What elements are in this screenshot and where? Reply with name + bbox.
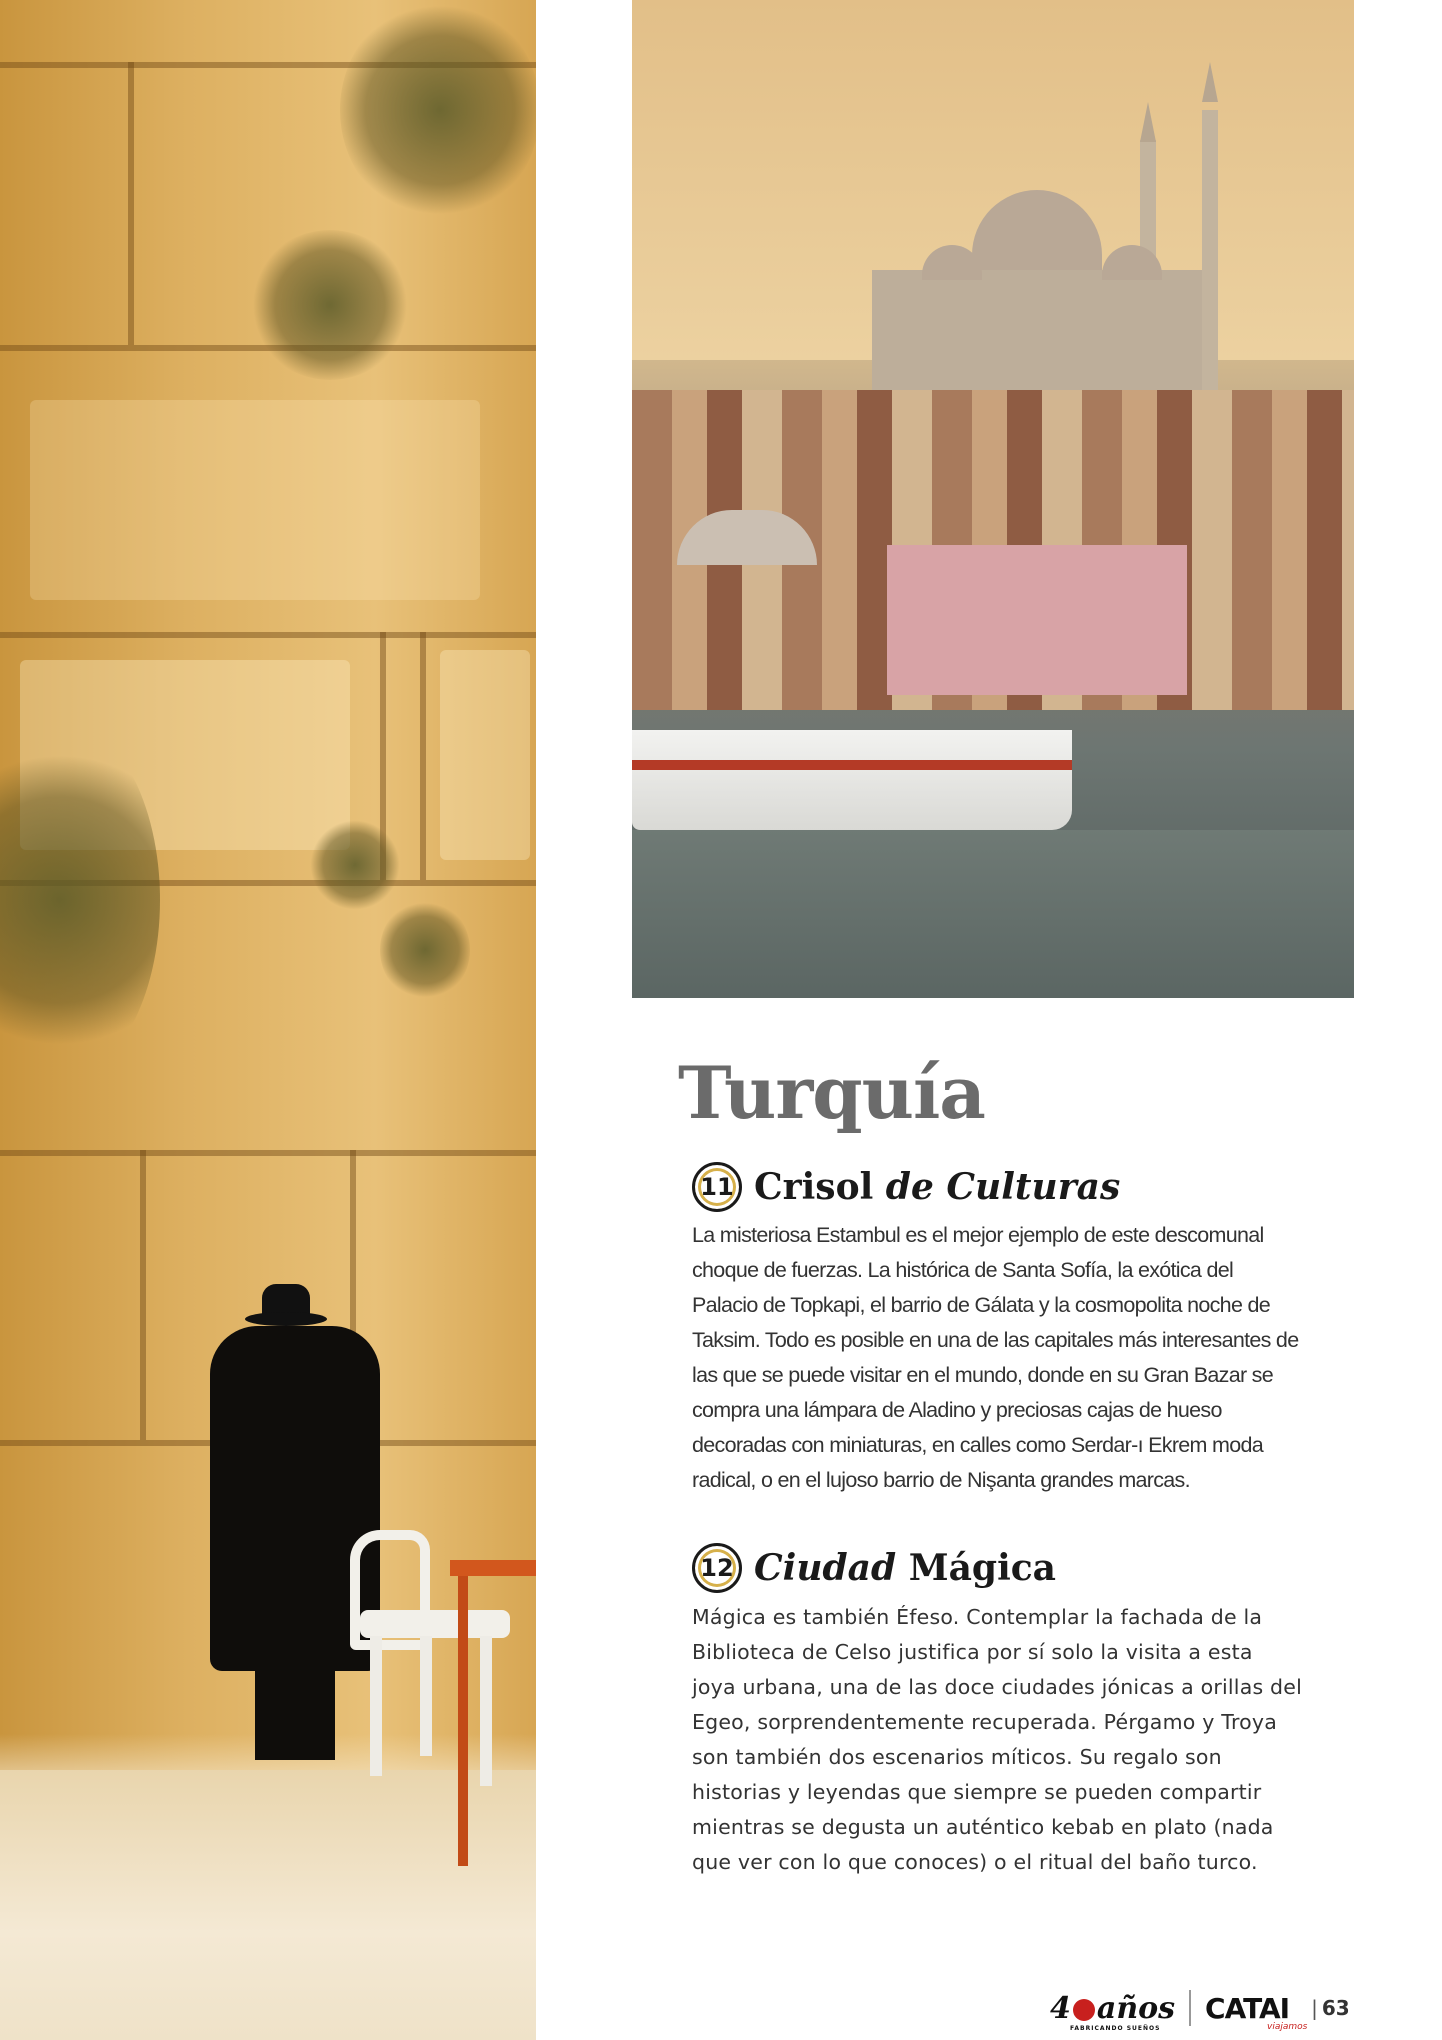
section-heading-12: [692, 1541, 1056, 1595]
section-heading-11: [692, 1160, 1120, 1214]
anniversary-logo: 4 años FABRICANDO SUEÑOS: [1050, 1990, 1176, 2032]
catai-logo: CATAI viajamos: [1205, 1991, 1308, 2032]
section-heading-bold: Mágica: [908, 1547, 1056, 1589]
section-body-12: Mágica es también Éfeso. Contemplar la fachada de la Biblioteca de Celso justifica por sí solo la visita a esta joya urbana, una de las doce ciudades jónicas a orillas del Egeo, sorprendentemente recuperada. Pérgamo y Troya son también dos escenarios míticos. Su regalo son historias y leyendas que siempre se pueden compartir mientras se degusta un auténtico kebab en plato (nada que ver con lo que conoces) o el ritual del baño turco.: [692, 1605, 1302, 1874]
page-footer: [1050, 1985, 1350, 2031]
istanbul-mosque-photo: [632, 0, 1354, 998]
page-title: Turquía: [678, 1050, 985, 1135]
anniversary-tagline: FABRICANDO SUEÑOS: [1070, 2024, 1161, 2032]
section-heading-italic: Ciudad: [754, 1547, 897, 1589]
catai-subtext: viajamos: [1267, 2021, 1308, 2032]
section-heading-bold: Crisol: [754, 1166, 874, 1208]
western-wall-photo: [0, 0, 536, 2040]
section-body-11: La misteriosa Estambul es el mejor ejemplo de este descomunal choque de fuerzas. La histórica de Santa Sofía, la exótica del Palacio de Topkapi, el barrio de Gálata y la cosmopolita noche de Taksim. Todo es posible en una de las capitales más interesantes de las que se puede visitar en el mundo, donde en su Gran Bazar se compra una lámpara de Aladino y preciosas cajas de hueso decoradas con miniaturas, en calles como Serdar-ı Ekrem moda radical, o en el lujoso barrio de Nişanta grandes marcas.: [692, 1223, 1299, 1492]
section-number-badge: 11: [692, 1162, 742, 1212]
page-number: | 63: [1311, 1996, 1350, 2020]
globe-icon: [1073, 1999, 1095, 2021]
footer-divider: [1189, 1990, 1191, 2026]
section-number-badge: 12: [692, 1543, 742, 1593]
section-heading-italic: de Culturas: [885, 1166, 1121, 1208]
